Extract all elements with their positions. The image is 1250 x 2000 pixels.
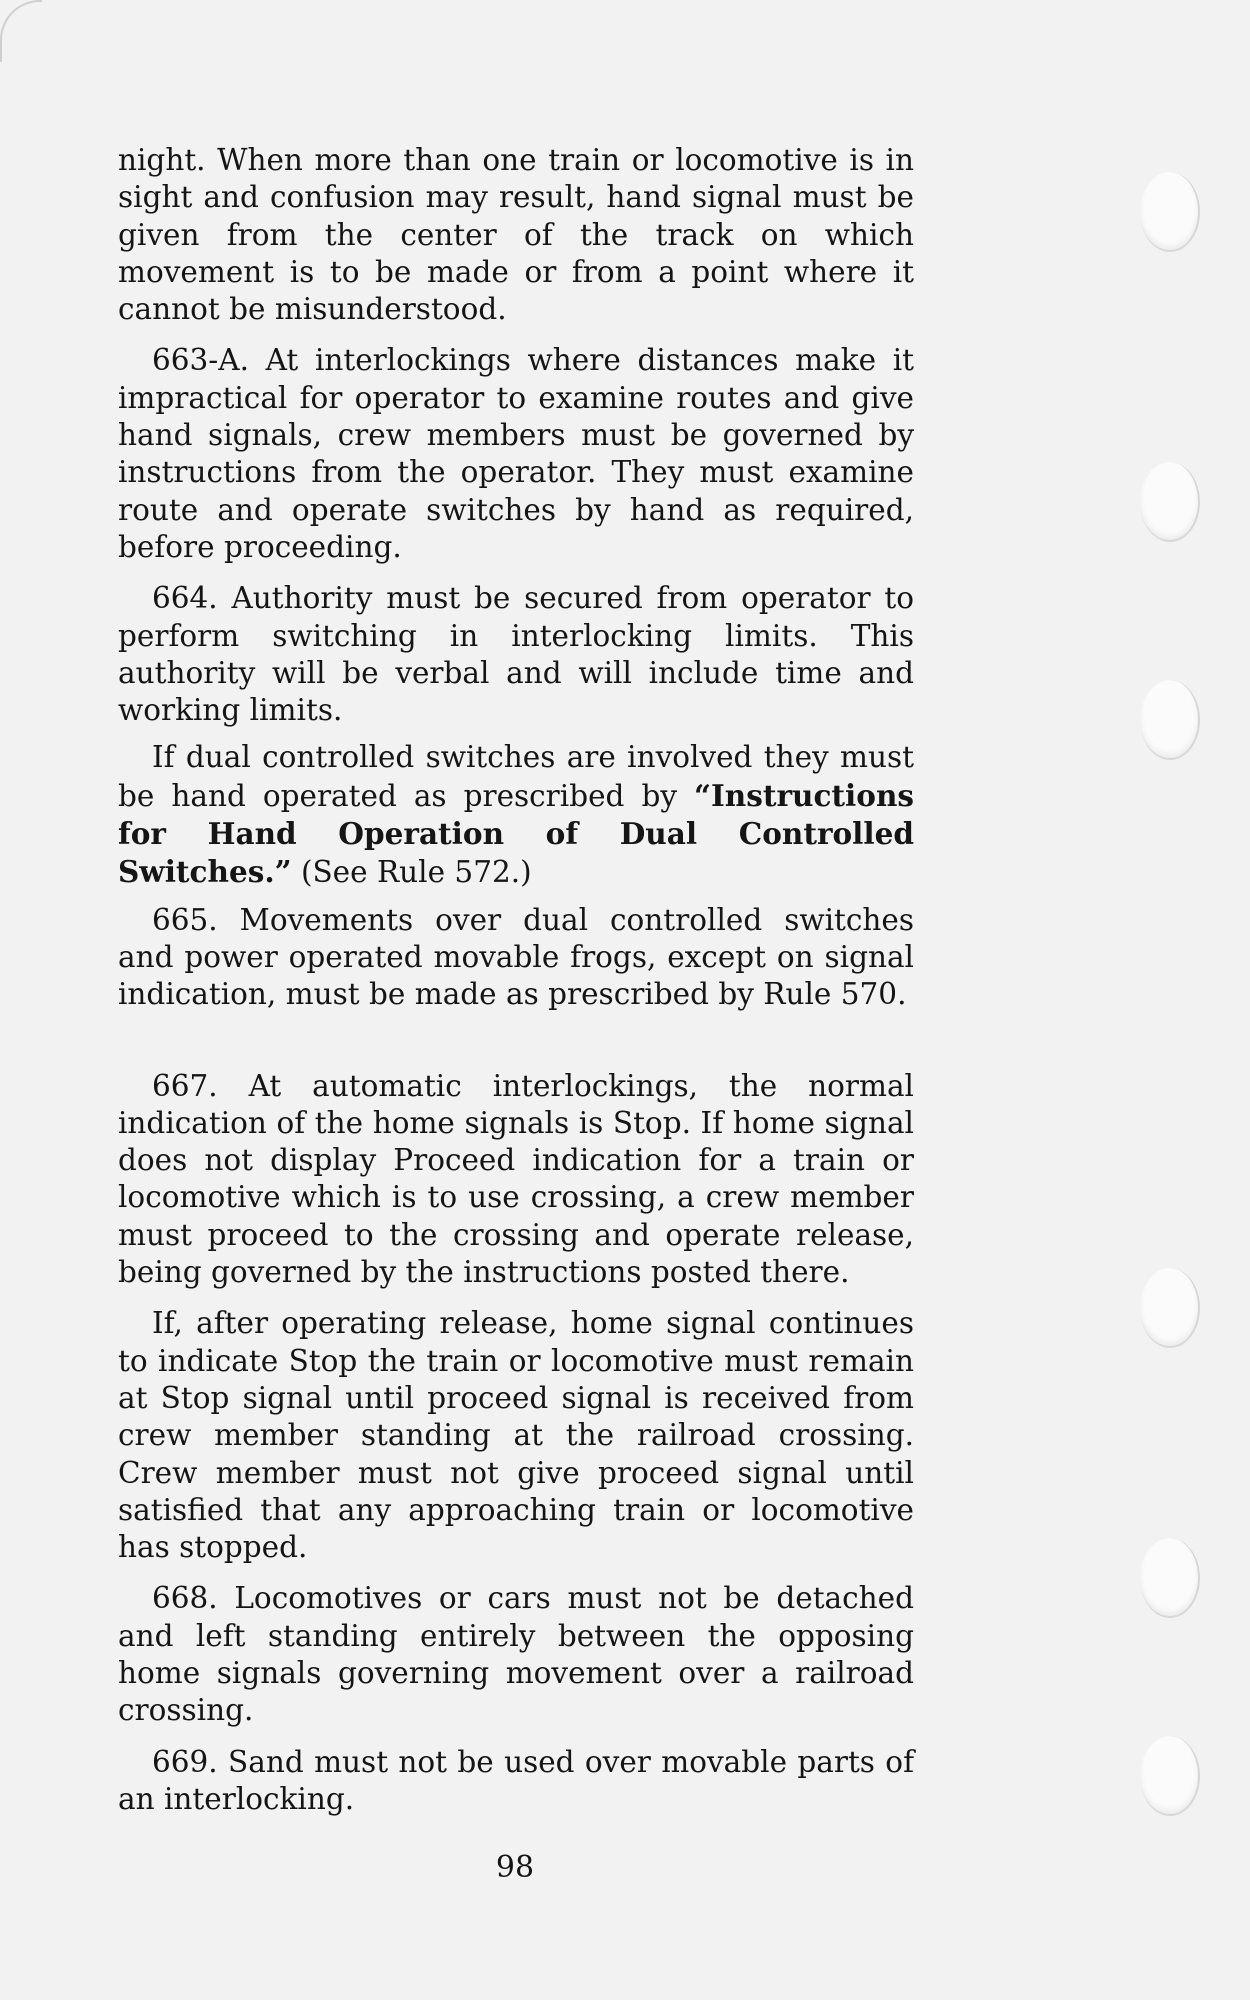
instructions-title: “Instructions for Hand Operation of Dual Controlled Switches.”	[118, 777, 914, 890]
text-run: If dual controlled switches are involved they must be hand operated as prescribed by	[118, 740, 914, 813]
rule-668: 668. Locomotives or cars must not be detached and left standing entirely between the opposing home signals governing movement over a railroad crossing.	[118, 1581, 914, 1728]
rule-667-release: If, after operating release, home signal continues to indicate Stop the train or locomotive must remain at Stop signal until proceed signal is received from crew member standing at the railroad crossing. Crew member must not give proceed signal until satisfied that any approaching train or locomotive has stopped.	[118, 1306, 914, 1565]
rule-665: 665. Movements over dual controlled switches and power operated movable frogs, except on signal indication, must be made as prescribed by Rule 570.	[118, 902, 914, 1012]
page-number: 98	[495, 1850, 535, 1885]
binder-hole	[1140, 1736, 1200, 1816]
paragraph-continuation: night. When more than one train or locomotive is in sight and confusion may result, hand signal must be given from the center of the track on which movement is to be made or from a point where it cannot be misunderstood.	[118, 143, 914, 327]
binder-hole	[1140, 1268, 1200, 1348]
binder-hole	[1140, 680, 1200, 760]
binder-hole	[1140, 172, 1200, 252]
rule-reference: (See Rule 572.)	[291, 855, 532, 890]
rule-663a: 663-A. At interlockings where distances make it impractical for operator to examine routes and give hand signals, crew members must be governed by instructions from the operator. They must examine route and operate switches by hand as required, before proceeding.	[118, 343, 914, 564]
page-text	[118, 142, 914, 1818]
rule-664-dual-controlled	[118, 739, 914, 891]
binder-hole	[1140, 462, 1200, 542]
rule-664: 664. Authority must be secured from operator to perform switching in interlocking limits. This authority will be verbal and will include time and working limits.	[118, 581, 914, 728]
rule-669: 669. Sand must not be used over movable parts of an interlocking.	[118, 1744, 914, 1816]
page-corner	[0, 0, 42, 62]
rule-667: 667. At automatic interlockings, the normal indication of the home signals is Stop. If home signal does not display Proceed indication for a train or locomotive which is to use crossing, a crew member must proceed to the crossing and operate release, being governed by the instructions posted there.	[118, 1068, 914, 1290]
binder-hole	[1140, 1538, 1200, 1618]
